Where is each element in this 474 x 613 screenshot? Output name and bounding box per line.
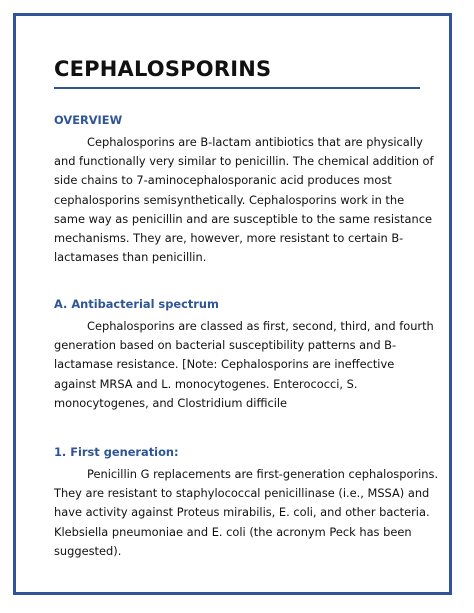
section-antibacterial-spectrum xyxy=(54,296,434,413)
section-overview xyxy=(54,112,434,267)
section-paragraph xyxy=(54,465,438,561)
paragraph-line: mechanisms. They are, however, more resistant to certain B- xyxy=(54,231,404,246)
paragraph-line: lactamases than penicillin. xyxy=(54,250,207,265)
paragraph-line: Penicillin G replacements are first-generation cephalosporins. xyxy=(87,467,439,481)
paragraph-line: side chains to 7-aminocephalosporanic acid produces most xyxy=(54,173,392,188)
document-body xyxy=(54,52,439,558)
paragraph-line: Klebsiella pneumoniae and E. coli (the acronym Peck has been xyxy=(54,524,412,539)
paragraph-line: against MRSA and L. monocytogenes. Enterococci, S. xyxy=(54,376,358,391)
section-paragraph xyxy=(54,133,434,267)
paragraph-line: have activity against Proteus mirabilis, E. coli, and other bacteria. xyxy=(54,505,430,520)
paragraph-line: monocytogenes, and Clostridium difficile xyxy=(54,395,288,410)
section-first-generation xyxy=(54,444,438,561)
paragraph-line: They are resistant to staphylococcal penicillinase (i.e., MSSA) and xyxy=(54,486,430,501)
title-underline xyxy=(54,87,420,89)
paragraph-line: Cephalosporins are classed as first, second, third, and fourth xyxy=(87,319,434,333)
paragraph-line: lactamase resistance. [Note: Cephalosporins are ineffective xyxy=(54,357,395,372)
section-paragraph xyxy=(54,317,434,413)
paragraph-line: and functionally very similar to penicillin. The chemical addition of xyxy=(54,154,434,169)
section-heading: OVERVIEW xyxy=(54,113,123,127)
paragraph-line: same way as penicillin and are susceptible to the same resistance xyxy=(54,211,432,226)
document-title: CEPHALOSPORINS xyxy=(54,57,272,81)
paragraph-line: Cephalosporins are B-lactam antibiotics that are physically xyxy=(87,135,423,149)
section-heading: A. Antibacterial spectrum xyxy=(54,297,219,311)
paragraph-line: cephalosporins semisynthetically. Cephalosporins work in the xyxy=(54,192,405,207)
paragraph-line: suggested). xyxy=(54,543,122,558)
section-heading: 1. First generation: xyxy=(54,445,179,459)
paragraph-line: generation based on bacterial susceptibility patterns and B- xyxy=(54,338,397,353)
